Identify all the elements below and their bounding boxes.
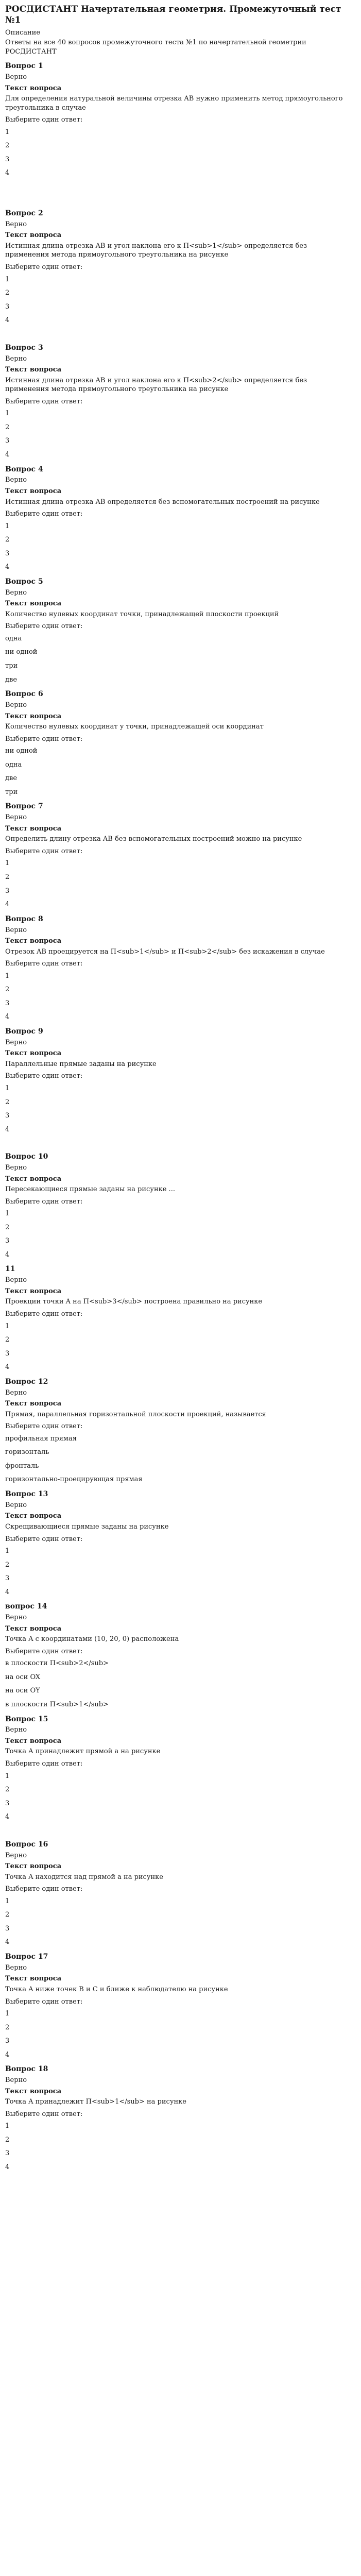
answer-option[interactable]: 2 <box>5 1786 10 1794</box>
answer-option[interactable]: 3 <box>5 1112 10 1120</box>
answer-option[interactable]: 4 <box>5 1588 10 1596</box>
question-block <box>5 1715 346 1835</box>
answer-option[interactable]: ни одной <box>5 747 38 755</box>
answer-options <box>5 747 346 796</box>
answer-option[interactable]: две <box>5 774 18 783</box>
answer-option[interactable]: 1 <box>5 1322 10 1330</box>
choose-one-label: Выберите один ответ: <box>5 1197 83 1206</box>
answer-option[interactable]: ни одной <box>5 648 38 656</box>
choose-one-label: Выберите один ответ: <box>5 847 83 855</box>
answer-option[interactable]: 3 <box>5 437 10 445</box>
answer-option[interactable] <box>5 2177 346 2185</box>
answer-option[interactable]: одна <box>5 634 22 642</box>
description-label: Описание <box>5 28 41 37</box>
question-status: Верно <box>5 588 27 597</box>
choose-one-label: Выберите один ответ: <box>5 1760 83 1768</box>
answer-option[interactable]: 1 <box>5 1772 10 1780</box>
question-block <box>5 802 346 909</box>
description-text: Ответы на все 40 вопросов промежуточного теста №1 по начертательной геометрии РОСДИСТАНТ <box>5 39 306 56</box>
answer-option[interactable]: 3 <box>5 1237 10 1245</box>
question-text: Истинная длина отрезка AB и угол наклона его к П<sub>1</sub> определяется без применения метода прямоугольного треугольника на рисунке <box>5 242 307 259</box>
answer-option[interactable]: 2 <box>5 1911 10 1919</box>
answer-option[interactable]: 1 <box>5 1084 10 1092</box>
answer-options <box>5 1209 346 1259</box>
question-status: Верно <box>5 1614 27 1622</box>
answer-option[interactable]: 2 <box>5 1561 10 1569</box>
question-title: Вопрос 3 <box>5 343 43 352</box>
question-text-label: Текст вопроса <box>5 1049 62 1058</box>
answer-option[interactable] <box>5 195 346 204</box>
answer-options <box>5 522 346 572</box>
question-block <box>5 1840 346 1947</box>
question-title: Вопрос 5 <box>5 577 43 586</box>
answer-option[interactable]: 4 <box>5 2163 10 2172</box>
answer-option[interactable]: 4 <box>5 1125 10 1133</box>
choose-one-label: Выберите один ответ: <box>5 263 83 272</box>
answer-option[interactable]: одна <box>5 760 22 769</box>
answer-option[interactable]: 1 <box>5 2010 10 2018</box>
answer-option[interactable]: 4 <box>5 316 10 325</box>
answer-option[interactable] <box>5 1826 346 1835</box>
answer-option[interactable]: 4 <box>5 563 10 571</box>
question-title: Вопрос 2 <box>5 209 43 217</box>
question-text: Параллельные прямые заданы на рисунке <box>5 1060 157 1068</box>
question-text-label: Текст вопроса <box>5 366 62 374</box>
choose-one-label: Выберите один ответ: <box>5 1997 83 2006</box>
question-text: Точка A принадлежит прямой a на рисунке <box>5 1748 161 1756</box>
answer-option[interactable]: 1 <box>5 410 10 418</box>
question-status: Верно <box>5 701 27 709</box>
answer-option[interactable]: 4 <box>5 1363 10 1371</box>
question-status: Верно <box>5 926 27 934</box>
question-status: Верно <box>5 1388 27 1397</box>
question-text: Отрезок AB проецируется на П<sub>1</sub> и П<sub>2</sub> без искажения в случае <box>5 947 325 956</box>
question-title: Вопрос 8 <box>5 914 43 923</box>
answer-option[interactable]: 4 <box>5 1938 10 1946</box>
question-title: Вопрос 9 <box>5 1027 43 1036</box>
question-text: Количество нулевых координат точки, принадлежащей плоскости проекций <box>5 610 279 618</box>
question-block <box>5 61 346 204</box>
choose-one-label: Выберите один ответ: <box>5 735 83 743</box>
question-status: Верно <box>5 814 27 822</box>
question-text: Проекции точки A на П<sub>3</sub> построена правильно на рисунке <box>5 1298 263 1306</box>
question-status: Верно <box>5 1963 27 1972</box>
question-block <box>5 2064 346 2184</box>
question-title: Вопрос 6 <box>5 690 43 699</box>
question-title: Вопрос 12 <box>5 1377 48 1386</box>
question-status: Верно <box>5 1164 27 1172</box>
question-text: Скрещивающиеся прямые заданы на рисунке <box>5 1522 169 1531</box>
question-text: Истинная длина отрезка AB и угол наклона его к П<sub>2</sub> определяется без применения метода прямоугольного треугольника на рисунке <box>5 376 307 394</box>
answer-options <box>5 1434 346 1484</box>
choose-one-label: Выберите один ответ: <box>5 1310 83 1318</box>
answer-option[interactable]: 3 <box>5 2149 10 2158</box>
answer-option[interactable]: 1 <box>5 1210 10 1218</box>
answer-options <box>5 859 346 909</box>
answer-option[interactable]: на оси OY <box>5 1687 40 1695</box>
answer-option[interactable]: три <box>5 788 18 796</box>
question-text-label: Текст вопроса <box>5 824 62 833</box>
question-status: Верно <box>5 1726 27 1734</box>
page-title: РОСДИСТАНТ Начертательная геометрия. Промежуточный тест №1 <box>5 4 341 26</box>
question-text: Прямая, параллельная горизонтальной плоскости проекций, называется <box>5 1410 266 1418</box>
answer-option[interactable]: 2 <box>5 2023 10 2031</box>
answer-option[interactable]: 2 <box>5 873 10 881</box>
question-title: Вопрос 7 <box>5 802 43 811</box>
choose-one-label: Выберите один ответ: <box>5 1647 83 1655</box>
choose-one-label: Выберите один ответ: <box>5 622 83 631</box>
answer-option[interactable] <box>5 330 346 338</box>
question-title: вопрос 14 <box>5 1602 47 1611</box>
question-text-label: Текст вопроса <box>5 937 62 945</box>
question-status: Верно <box>5 476 27 484</box>
choose-one-label: Выберите один ответ: <box>5 1422 83 1431</box>
choose-one-label: Выберите один ответ: <box>5 1535 83 1543</box>
answer-option[interactable]: 4 <box>5 1813 10 1821</box>
answer-option[interactable]: 3 <box>5 549 10 557</box>
question-text: Точка A ниже точек B и C и ближе к наблюдателю на рисунке <box>5 1986 228 1994</box>
question-title: Вопрос 13 <box>5 1489 48 1498</box>
question-block <box>5 1602 346 1709</box>
answer-option[interactable]: две <box>5 675 18 684</box>
answer-option[interactable]: 2 <box>5 1098 10 1106</box>
choose-one-label: Выберите один ответ: <box>5 397 83 405</box>
question-block <box>5 689 346 796</box>
answer-option[interactable]: 4 <box>5 1250 10 1259</box>
question-text-label: Текст вопроса <box>5 84 62 92</box>
question-text: Количество нулевых координат у точки, принадлежащей оси координат <box>5 723 264 731</box>
question-text-label: Текст вопроса <box>5 1287 62 1295</box>
question-text: Истинная длина отрезка AB определяется без вспомогательных построений на рисунке <box>5 498 320 506</box>
answer-option[interactable] <box>5 1139 346 1147</box>
answer-option[interactable]: 4 <box>5 451 10 459</box>
answer-options <box>5 1897 346 1947</box>
question-title: Вопрос 10 <box>5 1153 48 1161</box>
answer-option[interactable]: 1 <box>5 1897 10 1905</box>
answer-option[interactable]: 2 <box>5 1336 10 1344</box>
question-status: Верно <box>5 2076 27 2084</box>
question-title: Вопрос 4 <box>5 465 43 473</box>
answer-options <box>5 972 346 1022</box>
answer-option[interactable]: 3 <box>5 1349 10 1358</box>
question-text-label: Текст вопроса <box>5 1737 62 1745</box>
answer-options <box>5 1547 346 1597</box>
question-status: Верно <box>5 1851 27 1859</box>
answer-option[interactable]: 1 <box>5 522 10 530</box>
answer-option[interactable]: 2 <box>5 2136 10 2144</box>
answer-option[interactable]: в плоскости П<sub>2</sub> <box>5 1659 109 1668</box>
choose-one-label: Выберите один ответ: <box>5 116 83 124</box>
question-block <box>5 1027 346 1147</box>
choose-one-label: Выберите один ответ: <box>5 960 83 968</box>
question-block <box>5 1152 346 1259</box>
answer-option[interactable]: 3 <box>5 302 10 311</box>
question-block <box>5 577 346 684</box>
question-block <box>5 343 346 460</box>
question-block <box>5 1377 346 1484</box>
question-text: Для определения натуральной величины отрезка AB нужно применить метод прямоугольного треугольника в случае <box>5 95 343 112</box>
choose-one-label: Выберите один ответ: <box>5 510 83 518</box>
question-title: 11 <box>5 1265 15 1274</box>
question-text: Определить длину отрезка AB без вспомогательных построений можно на рисунке <box>5 835 302 843</box>
answer-option[interactable]: 2 <box>5 1223 10 1231</box>
question-title: Вопрос 18 <box>5 2065 48 2074</box>
question-block <box>5 209 346 338</box>
question-text-label: Текст вопроса <box>5 600 62 608</box>
question-text-label: Текст вопроса <box>5 1512 62 1520</box>
answer-option[interactable]: 2 <box>5 536 10 544</box>
question-title: Вопрос 1 <box>5 62 43 71</box>
answer-option[interactable]: 3 <box>5 1574 10 1583</box>
question-text-label: Текст вопроса <box>5 1624 62 1633</box>
answer-option[interactable]: 2 <box>5 289 10 297</box>
answer-option[interactable]: профильная прямая <box>5 1434 77 1443</box>
question-status: Верно <box>5 220 27 228</box>
answer-option[interactable]: 4 <box>5 901 10 909</box>
answer-option[interactable]: 1 <box>5 1547 10 1555</box>
answer-option[interactable]: горизонталь <box>5 1448 49 1456</box>
answer-option[interactable]: три <box>5 662 18 670</box>
answer-option[interactable]: 3 <box>5 887 10 895</box>
question-text: Точка A с координатами (10, 20, 0) расположена <box>5 1635 179 1643</box>
answer-options <box>5 1322 346 1372</box>
question-title: Вопрос 15 <box>5 1715 48 1723</box>
answer-option[interactable]: 1 <box>5 859 10 868</box>
question-block <box>5 465 346 572</box>
question-status: Верно <box>5 1501 27 1509</box>
answer-options <box>5 275 346 338</box>
question-text: Пересекающиеся прямые заданы на рисунке ... <box>5 1185 175 1194</box>
answer-options <box>5 409 346 459</box>
answer-option[interactable]: 4 <box>5 2050 10 2059</box>
question-block <box>5 914 346 1022</box>
question-text-label: Текст вопроса <box>5 1400 62 1408</box>
question-title: Вопрос 16 <box>5 1840 48 1849</box>
answer-option[interactable]: 2 <box>5 142 10 150</box>
question-text-label: Текст вопроса <box>5 231 62 240</box>
answer-options <box>5 1084 346 1147</box>
question-text: Точка A принадлежит П<sub>1</sub> на рисунке <box>5 2098 186 2106</box>
answer-options <box>5 128 346 204</box>
answer-option[interactable]: 2 <box>5 986 10 994</box>
question-text-label: Текст вопроса <box>5 1862 62 1871</box>
answer-option[interactable]: 4 <box>5 1013 10 1021</box>
answer-options <box>5 1659 346 1709</box>
question-text-label: Текст вопроса <box>5 712 62 720</box>
answer-options <box>5 2122 346 2184</box>
answer-options <box>5 1772 346 1835</box>
choose-one-label: Выберите один ответ: <box>5 2110 83 2118</box>
question-text-label: Текст вопроса <box>5 1975 62 1983</box>
question-status: Верно <box>5 1038 27 1046</box>
answer-options <box>5 634 346 684</box>
question-status: Верно <box>5 73 27 81</box>
answer-option[interactable]: 3 <box>5 155 10 163</box>
answer-option[interactable]: в плоскости П<sub>1</sub> <box>5 1700 109 1708</box>
answer-option[interactable]: 4 <box>5 169 10 177</box>
answer-option[interactable]: 3 <box>5 999 10 1007</box>
answer-option[interactable]: 1 <box>5 2122 10 2130</box>
answer-option[interactable]: горизонтально-проецирующая прямая <box>5 1476 143 1484</box>
choose-one-label: Выберите один ответ: <box>5 1885 83 1893</box>
question-block <box>5 1952 346 2059</box>
answer-option[interactable]: 1 <box>5 128 10 136</box>
question-text-label: Текст вопроса <box>5 1175 62 1183</box>
question-title: Вопрос 17 <box>5 1953 48 1961</box>
answer-option[interactable]: 3 <box>5 1924 10 1933</box>
answer-options <box>5 2009 346 2059</box>
question-text: Точка A находится над прямой a на рисунке <box>5 1873 163 1881</box>
question-block <box>5 1264 346 1371</box>
answer-option[interactable]: 2 <box>5 423 10 431</box>
questions-list <box>5 61 346 2184</box>
question-block <box>5 1489 346 1597</box>
answer-option[interactable]: фронталь <box>5 1462 39 1470</box>
question-text-label: Текст вопроса <box>5 2087 62 2095</box>
answer-option[interactable]: 3 <box>5 2037 10 2045</box>
question-status: Верно <box>5 1276 27 1284</box>
question-text-label: Текст вопроса <box>5 487 62 496</box>
question-status: Верно <box>5 354 27 363</box>
answer-option[interactable]: 3 <box>5 1799 10 1807</box>
answer-option[interactable] <box>5 182 346 191</box>
answer-option[interactable]: на оси OX <box>5 1673 41 1681</box>
answer-option[interactable]: 1 <box>5 275 10 283</box>
answer-option[interactable]: 1 <box>5 972 10 980</box>
choose-one-label: Выберите один ответ: <box>5 1072 83 1080</box>
